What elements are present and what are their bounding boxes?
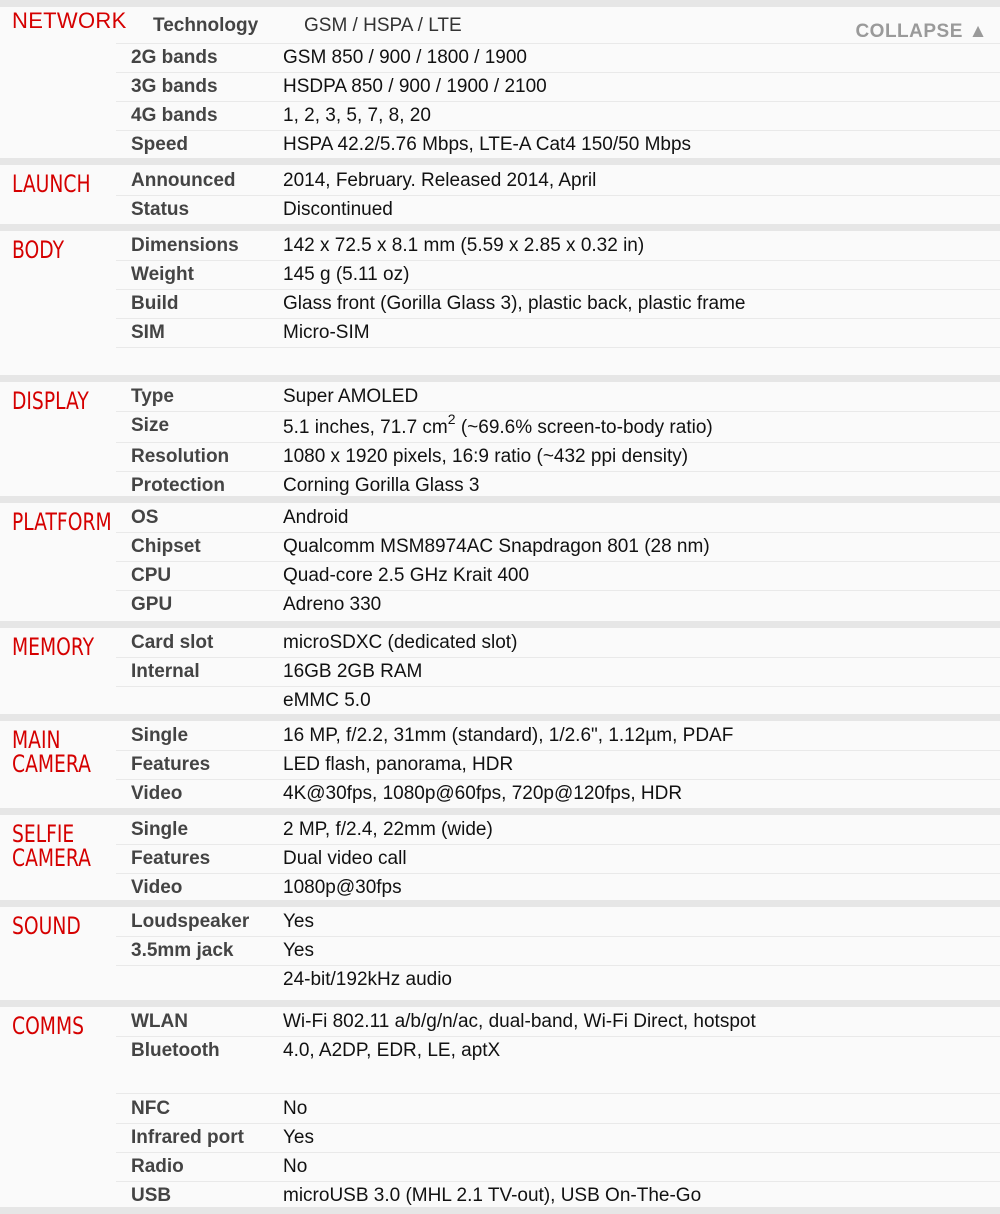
section-main-camera [0,721,1000,815]
spec-value: LED flash, panorama, HDR [283,754,514,775]
spec-value: Dual video call [283,848,407,869]
spec-value: 1080 x 1920 pixels, 16:9 ratio (~432 ppi density) [283,446,689,467]
section-title-main-camera: MAIN CAMERA [12,726,91,778]
spec-row-video [116,779,1000,808]
spec-value: 1080p@30fps [283,877,402,898]
spec-label: OS [131,507,159,528]
spec-label: Video [131,877,183,898]
spec-label: Single [131,819,189,840]
spec-label: Infrared port [131,1127,244,1148]
spec-label: Dimensions [131,235,239,256]
spec-row-usb [116,1181,1000,1210]
section-memory [0,628,1000,721]
spec-row-internal-extra [116,686,1000,715]
spec-label: Video [131,783,183,804]
spec-row-weight [116,260,1000,290]
section-title-display: DISPLAY [12,387,89,415]
section-body [0,231,1000,382]
spec-value: microSDXC (dedicated slot) [283,632,518,653]
spec-row-radio [116,1152,1000,1182]
spec-row-announced [116,166,1000,196]
spec-value: GSM 850 / 900 / 1800 / 1900 [283,47,528,68]
spec-label: Resolution [131,446,230,467]
spec-row-infrared-port [116,1123,1000,1153]
spec-label: Single [131,725,189,746]
spec-label: Radio [131,1156,184,1177]
spec-value: 142 x 72.5 x 8.1 mm (5.59 x 2.85 x 0.32 in) [283,235,645,256]
section-title-comms: COMMS [12,1012,84,1040]
spec-value: Discontinued [283,199,393,220]
section-platform [0,503,1000,628]
spec-label: Technology [153,15,259,36]
spec-label: Status [131,199,190,220]
spec-row-resolution [116,442,1000,472]
spec-label: Features [131,754,211,775]
spec-row-size [116,411,1000,443]
spec-row-speed [116,130,1000,159]
section-sound [0,907,1000,1007]
spec-row-chipset [116,532,1000,562]
spec-value: 24-bit/192kHz audio [283,969,452,990]
spec-value: HSPA 42.2/5.76 Mbps, LTE-A Cat4 150/50 Mbps [283,134,692,155]
spec-row-sim [116,318,1000,348]
spec-label: Size [131,415,170,436]
top-divider [0,0,1000,7]
spec-value: Yes [283,911,314,932]
spec-value: Wi-Fi 802.11 a/b/g/n/ac, dual-band, Wi-Fi Direct, hotspot [283,1011,756,1032]
spec-value: 16 MP, f/2.2, 31mm (standard), 1/2.6", 1.12µm, PDAF [283,725,734,746]
spec-row-nfc [116,1094,1000,1124]
section-display [0,382,1000,503]
spec-label: USB [131,1185,172,1206]
spec-value: 2014, February. Released 2014, April [283,170,597,191]
section-title-sound: SOUND [12,912,81,940]
section-title-network: NETWORK [12,8,127,33]
spec-value: 1, 2, 3, 5, 7, 8, 20 [283,105,431,126]
spec-value: Yes [283,940,314,961]
spec-value: 2 MP, f/2.4, 22mm (wide) [283,819,493,840]
section-title-launch: LAUNCH [12,170,91,198]
size-superscript: 2 [447,411,456,427]
spec-value: No [283,1156,308,1177]
section-title-selfie-camera: SELFIE CAMERA [12,820,91,872]
spec-value: 4.0, A2DP, EDR, LE, aptX [283,1040,501,1061]
spec-label: Features [131,848,211,869]
spec-row-card-slot [116,628,1000,658]
spec-row-2g-bands [116,43,1000,73]
spec-label: 3G bands [131,76,218,97]
collapse-button[interactable]: COLLAPSE ▲ [855,21,988,42]
spec-label: NFC [131,1098,171,1119]
spec-label: CPU [131,565,172,586]
spec-row-bluetooth [116,1036,1000,1094]
spec-label: Bluetooth [131,1040,220,1061]
spec-label: SIM [131,322,165,343]
section-launch [0,165,1000,231]
spec-label: 3.5mm jack [131,940,234,961]
spec-label: Announced [131,170,236,191]
spec-row-single [116,721,1000,751]
section-title-platform: PLATFORM [12,508,112,536]
spec-value: Qualcomm MSM8974AC Snapdragon 801 (28 nm) [283,536,710,557]
spec-value: Android [283,507,349,528]
spec-row-protection [116,471,1000,500]
section-selfie-camera [0,815,1000,907]
spec-value: Adreno 330 [283,594,382,615]
spec-value: microUSB 3.0 (MHL 2.1 TV-out), USB On-The-Go [283,1185,702,1206]
spec-row-wlan [116,1007,1000,1037]
spec-row-jack-extra [116,965,1000,994]
spec-value: GSM / HSPA / LTE [304,15,462,36]
spec-row-features [116,844,1000,874]
spec-label: Protection [131,475,225,496]
spec-row-build [116,289,1000,319]
spec-label: 2G bands [131,47,218,68]
spec-label: Type [131,386,174,407]
spec-value: Glass front (Gorilla Glass 3), plastic back, plastic frame [283,293,746,314]
section-title-memory: MEMORY [12,633,95,661]
spec-row-gpu [116,590,1000,619]
section-comms [0,1007,1000,1214]
spec-row-internal [116,657,1000,687]
spec-label: Internal [131,661,200,682]
spec-value: HSDPA 850 / 900 / 1900 / 2100 [283,76,547,97]
spec-row-type [116,382,1000,412]
spec-value: eMMC 5.0 [283,690,371,711]
spec-row-features [116,750,1000,780]
spec-label: 4G bands [131,105,218,126]
spec-row-single [116,815,1000,845]
spec-value: Yes [283,1127,314,1148]
spec-value: Super AMOLED [283,386,419,407]
spec-value [283,411,713,439]
size-value-ratio: (~69.6% screen-to-body ratio) [455,417,713,438]
spec-row-jack [116,936,1000,966]
section-network [0,7,1000,165]
spec-row-dimensions [116,231,1000,261]
spec-value: No [283,1098,308,1119]
spec-row-3g-bands [116,72,1000,102]
spec-row-status [116,195,1000,224]
spec-row-os [116,503,1000,533]
spec-label: Speed [131,134,189,155]
spec-value: Micro-SIM [283,322,370,343]
spec-row-video [116,873,1000,902]
spec-value: 145 g (5.11 oz) [283,264,410,285]
spec-label: Weight [131,264,194,285]
spec-row-technology [116,7,1000,44]
spec-label: Card slot [131,632,214,653]
spec-label: Chipset [131,536,201,557]
spec-label: WLAN [131,1011,188,1032]
spec-label: GPU [131,594,173,615]
spec-value: 16GB 2GB RAM [283,661,423,682]
spec-row-loudspeaker [116,907,1000,937]
spec-value: Corning Gorilla Glass 3 [283,475,480,496]
spec-label: Loudspeaker [131,911,250,932]
spec-label: Build [131,293,179,314]
spec-row-cpu [116,561,1000,591]
section-title-body: BODY [12,236,65,264]
spec-value: 4K@30fps, 1080p@60fps, 720p@120fps, HDR [283,783,683,804]
spec-value: Quad-core 2.5 GHz Krait 400 [283,565,530,586]
size-value-main: 5.1 inches, 71.7 cm [283,417,448,438]
spec-row-4g-bands [116,101,1000,131]
